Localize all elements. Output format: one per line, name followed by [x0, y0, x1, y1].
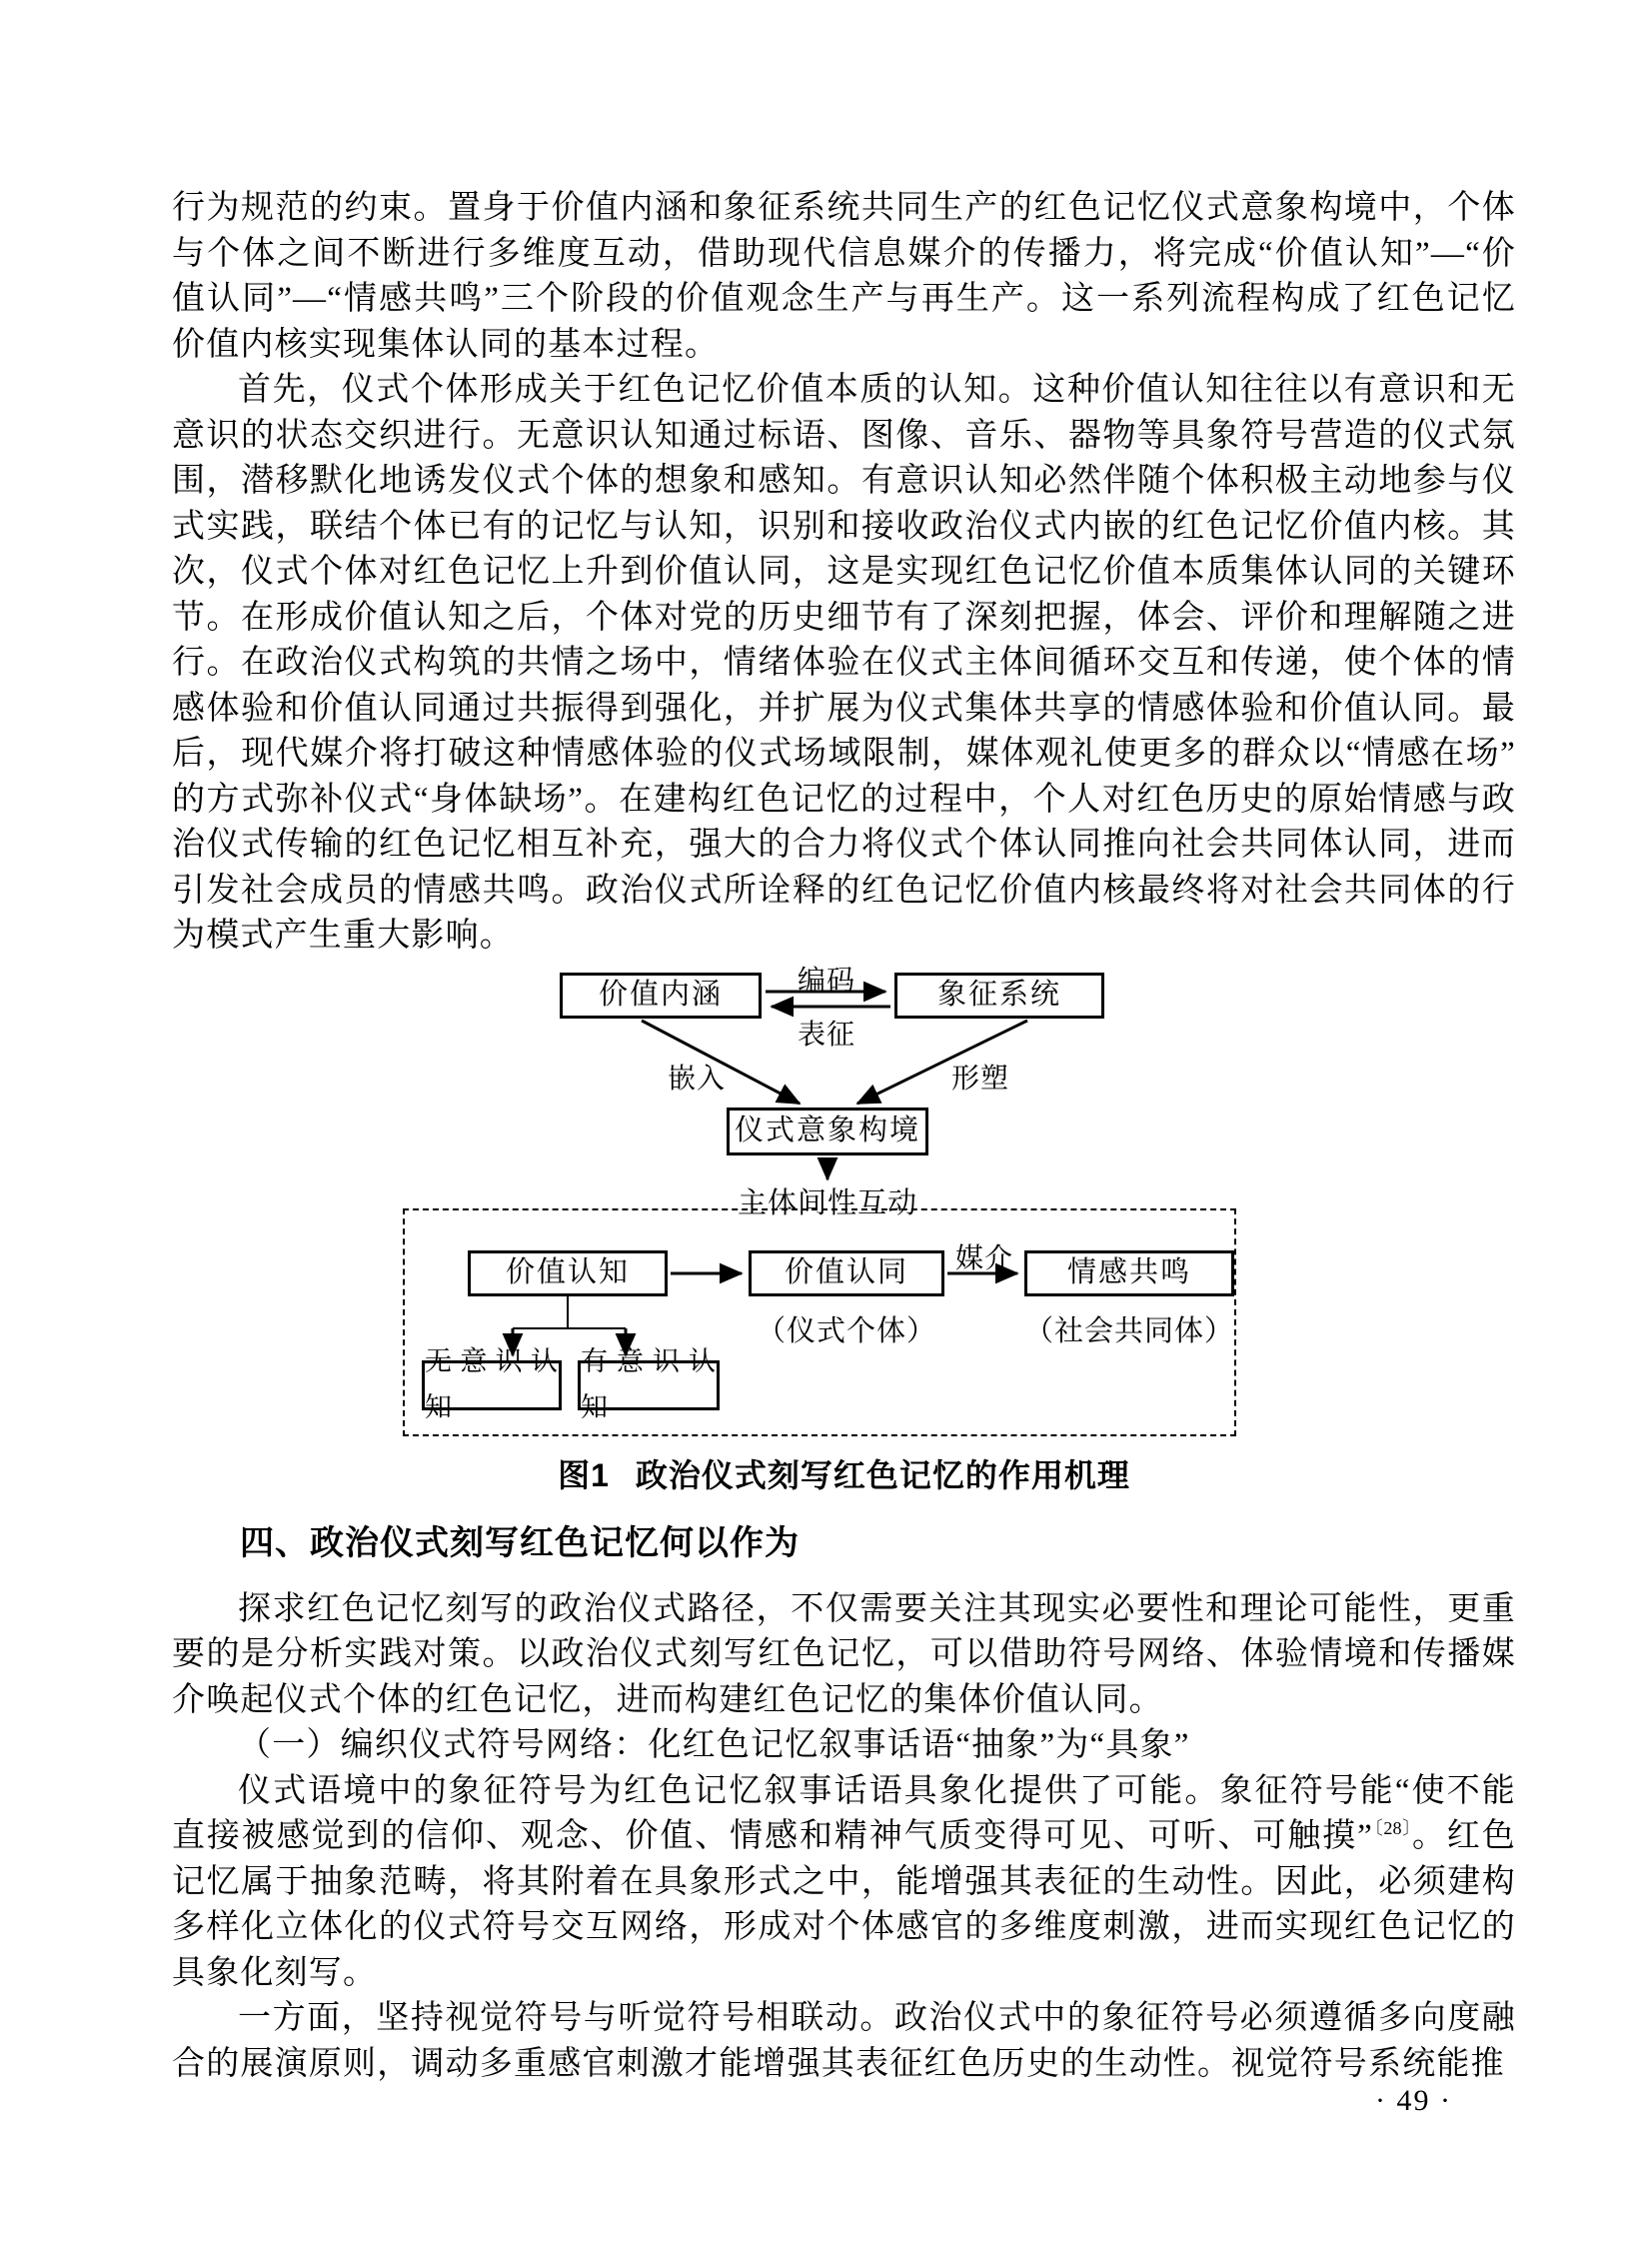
node-value-connotation-label: 价值内涵 — [598, 978, 723, 1011]
edge-label-embed: 嵌入 — [667, 1062, 726, 1094]
node-conscious-cognition-label: 有意识认知 — [581, 1346, 717, 1422]
node-symbol-system — [894, 973, 1104, 1019]
edge-label-media: 媒介 — [954, 1241, 1013, 1273]
figure-caption-number: 图1 — [558, 1456, 610, 1493]
node-ritual-imagery-label: 仪式意象构境 — [734, 1114, 920, 1146]
edge-label-shape: 形塑 — [950, 1062, 1009, 1094]
node-value-cognition-label: 价值认知 — [505, 1255, 630, 1288]
node-unconscious-cognition-label: 无意识认知 — [425, 1346, 559, 1422]
paragraph-6: 一方面，坚持视觉符号与听觉符号相联动。政治仪式中的象征符号必须遵循多向度融合的展演原则，调动多重感官刺激才能增强其表征红色历史的生动性。视觉符号系统能推 — [172, 2000, 1516, 2082]
paragraph-1: 行为规范的约束。置身于价值内涵和象征系统共同生产的红色记忆仪式意象构境中，个体与个体之间不断进行多维度互动，借助现代信息媒介的传播力，将完成“价值认知”—“价值认同”—“情感共鸣”三个阶段的价值观念生产与再生产。这一系列流程构成了红色记忆价值内核实现集体认同的基本过程。 — [172, 190, 1516, 363]
node-emotional-resonance-label: 情感共鸣 — [1066, 1255, 1191, 1288]
node-value-identity — [749, 1250, 944, 1296]
node-symbol-system-label: 象征系统 — [936, 978, 1061, 1011]
figure-caption-title: 政治仪式刻写红色记忆的作用机理 — [635, 1456, 1130, 1493]
page-number: · 49 · — [1375, 2084, 1452, 2117]
label-social-community: （社会共同体） — [1023, 1314, 1234, 1347]
paragraph-5-text: 仪式语境中的象征符号为红色记忆叙事话语具象化提供了可能。象征符号能“使不能直接被感觉到的信仰、观念、价值、情感和精神气质变得可见、可听、可触摸” — [172, 1772, 1516, 1854]
node-value-identity-label: 价值认同 — [784, 1255, 908, 1288]
node-unconscious-cognition — [422, 1346, 562, 1422]
node-emotional-resonance — [1024, 1250, 1234, 1296]
paragraph-4-subheading: （一）编织仪式符号网络：化红色记忆叙事话语“抽象”为“具象” — [238, 1727, 1190, 1763]
paragraph-5-text-after: 。红色记忆属于抽象范畴，将其附着在具象形式之中，能增强其表征的生动性。因此，必须建构多样化立体化的仪式符号交互网络，形成对个体感官的多维度刺激，进而实现红色记忆的具象化刻写。 — [172, 1818, 1516, 1991]
paragraph-3: 探求红色记忆刻写的政治仪式路径，不仅需要关注其现实必要性和理论可能性，更重要的是分析实践对策。以政治仪式刻写红色记忆，可以借助符号网络、体验情境和传播媒介唤起仪式个体的红色记忆，进而构建红色记忆的集体价值认同。 — [172, 1590, 1516, 1718]
node-value-cognition — [468, 1250, 668, 1296]
edge-label-encode: 编码 — [797, 964, 855, 996]
paragraph-5 — [172, 1769, 1516, 1997]
label-ritual-individual: （仪式个体） — [756, 1314, 936, 1347]
figure-caption — [172, 1455, 1516, 1495]
node-value-connotation — [560, 973, 762, 1019]
figure-flowchart — [172, 966, 1516, 1439]
node-ritual-imagery — [727, 1108, 928, 1155]
label-intersubjective-interaction: 主体间性互动 — [737, 1186, 917, 1219]
page-content — [172, 186, 1516, 2087]
section-heading: 四、政治仪式刻写红色记忆何以作为 — [240, 1523, 800, 1562]
node-conscious-cognition — [578, 1346, 720, 1422]
paragraph-2: 首先，仪式个体形成关于红色记忆价值本质的认知。这种价值认知往往以有意识和无意识的状态交织进行。无意识认知通过标语、图像、音乐、器物等具象符号营造的仪式氛围，潜移默化地诱发仪式个体的想象和感知。有意识认知必然伴随个体积极主动地参与仪式实践，联结个体已有的记忆与认知，识别和接收政治仪式内嵌的红色记忆价值内核。其次，仪式个体对红色记忆上升到价值认同，这是实现红色记忆价值本质集体认同的关键环节。在形成价值认知之后，个体对党的历史细节有了深刻把握，体会、评价和理解随之进行。在政治仪式构筑的共情之场中，情绪体验在仪式主体间循环交互和传递，使个体的情感体验和价值认同通过共振得到强化，并扩展为仪式集体共享的情感体验和价值认同。最后，现代媒介将打破这种情感体验的仪式场域限制，媒体观礼使更多的群众以“情感在场”的方式弥补仪式“身体缺场”。在建构红色记忆的过程中，个人对红色历史的原始情感与政治仪式传输的红色记忆相互补充，强大的合力将仪式个体认同推向社会共同体认同，进而引发社会成员的情感共鸣。政治仪式所诠释的红色记忆价值内核最终将对社会共同体的行为模式产生重大影响。 — [172, 372, 1516, 954]
citation-ref-28: 〔28〕 — [1372, 1818, 1413, 1838]
edge-label-represent: 表征 — [797, 1018, 855, 1050]
